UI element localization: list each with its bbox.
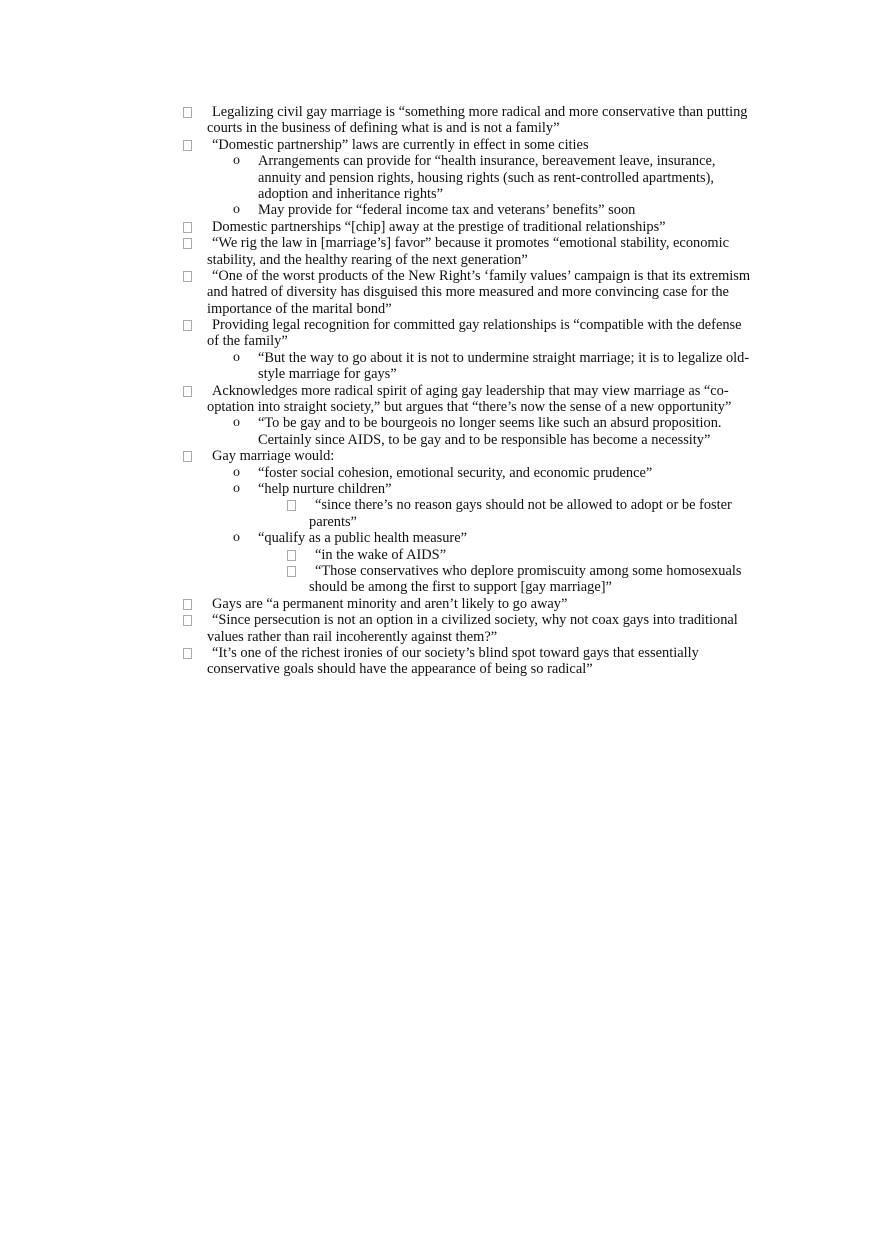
square-bullet-icon (183, 238, 192, 249)
item-text: “But the way to go about it is not to undermine straight marriage; it is to legalize old- (258, 349, 750, 366)
square-bullet-icon (183, 648, 192, 659)
text-line (0, 235, 880, 251)
item-text: Arrangements can provide for “health insurance, bereavement leave, insurance, (258, 153, 716, 170)
text-line (0, 350, 880, 366)
text-line (0, 596, 880, 612)
square-bullet-icon (287, 500, 296, 511)
item-text: Providing legal recognition for committed gay relationships is “compatible with the defense (212, 317, 742, 334)
item-text: Gays are “a permanent minority and aren’t likely to go away” (212, 595, 568, 612)
list-item-level-2 (0, 481, 880, 497)
item-text: optation into straight society,” but argues that “there’s now the sense of a new opportunity” (207, 399, 732, 416)
square-bullet-icon (183, 222, 192, 233)
item-text: conservative goals should have the appearance of being so radical” (207, 661, 593, 678)
text-line (0, 186, 880, 202)
item-text: “One of the worst products of the New Right’s ‘family values’ campaign is that its extremism (212, 267, 751, 284)
list-item-level-1 (0, 596, 880, 612)
text-line (0, 202, 880, 218)
text-line (0, 120, 880, 136)
list-item-level-1 (0, 235, 880, 268)
list-item-level-3 (0, 563, 880, 596)
list-item-level-2 (0, 465, 880, 481)
square-bullet-icon (183, 599, 192, 610)
text-line (0, 301, 880, 317)
item-text: Legalizing civil gay marriage is “something more radical and more conservative than putting (212, 104, 748, 120)
text-line (0, 432, 880, 448)
item-text: “It’s one of the richest ironies of our society’s blind spot toward gays that essentially (212, 644, 699, 661)
list-item-level-2 (0, 350, 880, 383)
item-text: “Domestic partnership” laws are currently in effect in some cities (212, 136, 589, 153)
text-line (0, 612, 880, 628)
item-text: Acknowledges more radical spirit of aging gay leadership that may view marriage as “co- (212, 382, 729, 399)
text-line (0, 317, 880, 333)
item-text: values rather than rail incoherently against them?” (207, 628, 498, 645)
text-line (0, 645, 880, 661)
item-text: should be among the first to support [gay marriage]” (309, 579, 612, 596)
text-line (0, 252, 880, 268)
text-line (0, 448, 880, 464)
text-line (0, 514, 880, 530)
list-item-level-1 (0, 317, 880, 350)
square-bullet-icon (183, 615, 192, 626)
list-item-level-1 (0, 219, 880, 235)
square-bullet-icon (183, 107, 192, 118)
list-item-level-3 (0, 547, 880, 563)
text-line (0, 497, 880, 513)
text-line (0, 170, 880, 186)
list-item-level-1 (0, 645, 880, 678)
list-item-level-2 (0, 202, 880, 218)
list-item-level-1 (0, 612, 880, 645)
list-item-level-2 (0, 153, 880, 202)
item-text: parents” (309, 513, 357, 530)
text-line (0, 563, 880, 579)
list-item-level-1 (0, 268, 880, 317)
item-text: “foster social cohesion, emotional security, and economic prudence” (258, 464, 653, 481)
document-body (0, 104, 880, 678)
text-line (0, 333, 880, 349)
circle-bullet-icon: o (233, 480, 240, 496)
item-text: “Those conservatives who deplore promiscuity among some homosexuals (315, 562, 742, 579)
text-line (0, 481, 880, 497)
text-line (0, 547, 880, 563)
square-bullet-icon (183, 271, 192, 282)
text-line (0, 284, 880, 300)
list-item-level-1 (0, 383, 880, 416)
square-bullet-icon (287, 566, 296, 577)
list-item-level-2 (0, 415, 880, 448)
item-text: Certainly since AIDS, to be gay and to be responsible has become a necessity” (258, 431, 711, 448)
item-text: courts in the business of defining what is and is not a family” (207, 120, 560, 137)
circle-bullet-icon: o (233, 415, 240, 431)
item-text: “To be gay and to be bourgeois no longer seems like such an absurd proposition. (258, 415, 722, 432)
list-item-level-2 (0, 530, 880, 546)
item-text: adoption and inheritance rights” (258, 185, 444, 202)
item-text: Domestic partnerships “[chip] away at the prestige of traditional relationships” (212, 218, 666, 235)
item-text: “help nurture children” (258, 480, 392, 497)
square-bullet-icon (183, 140, 192, 151)
square-bullet-icon (183, 451, 192, 462)
text-line (0, 530, 880, 546)
text-line (0, 661, 880, 677)
list-item-level-1 (0, 448, 880, 464)
item-text: “since there’s no reason gays should not be allowed to adopt or be foster (315, 497, 732, 514)
list-item-level-3 (0, 497, 880, 530)
item-text: “Since persecution is not an option in a civilized society, why not coax gays into traditional (212, 612, 738, 629)
text-line (0, 399, 880, 415)
text-line (0, 465, 880, 481)
list-item-level-1 (0, 137, 880, 153)
item-text: of the family” (207, 333, 288, 350)
item-text: “qualify as a public health measure” (258, 530, 467, 547)
circle-bullet-icon: o (233, 464, 240, 480)
item-text: May provide for “federal income tax and veterans’ benefits” soon (258, 202, 636, 219)
text-line (0, 137, 880, 153)
text-line (0, 219, 880, 235)
circle-bullet-icon: o (233, 202, 240, 218)
text-line (0, 153, 880, 169)
item-text: Gay marriage would: (212, 448, 335, 465)
item-text: annuity and pension rights, housing rights (such as rent-controlled apartments), (258, 169, 715, 186)
item-text: “We rig the law in [marriage’s] favor” because it promotes “emotional stability, economic (212, 235, 729, 252)
text-line (0, 415, 880, 431)
text-line (0, 268, 880, 284)
text-line (0, 104, 880, 120)
circle-bullet-icon: o (233, 153, 240, 169)
text-line (0, 629, 880, 645)
circle-bullet-icon: o (233, 349, 240, 365)
square-bullet-icon (183, 386, 192, 397)
circle-bullet-icon: o (233, 530, 240, 546)
item-text: and hatred of diversity has disguised this more measured and more convincing case for the (207, 284, 729, 301)
item-text: importance of the marital bond” (207, 300, 392, 317)
square-bullet-icon (287, 550, 296, 561)
text-line (0, 383, 880, 399)
item-text: “in the wake of AIDS” (315, 546, 447, 563)
text-line (0, 366, 880, 382)
item-text: style marriage for gays” (258, 366, 397, 383)
list-item-level-1 (0, 104, 880, 137)
square-bullet-icon (183, 320, 192, 331)
item-text: stability, and the healthy rearing of the next generation” (207, 251, 528, 268)
text-line (0, 579, 880, 595)
